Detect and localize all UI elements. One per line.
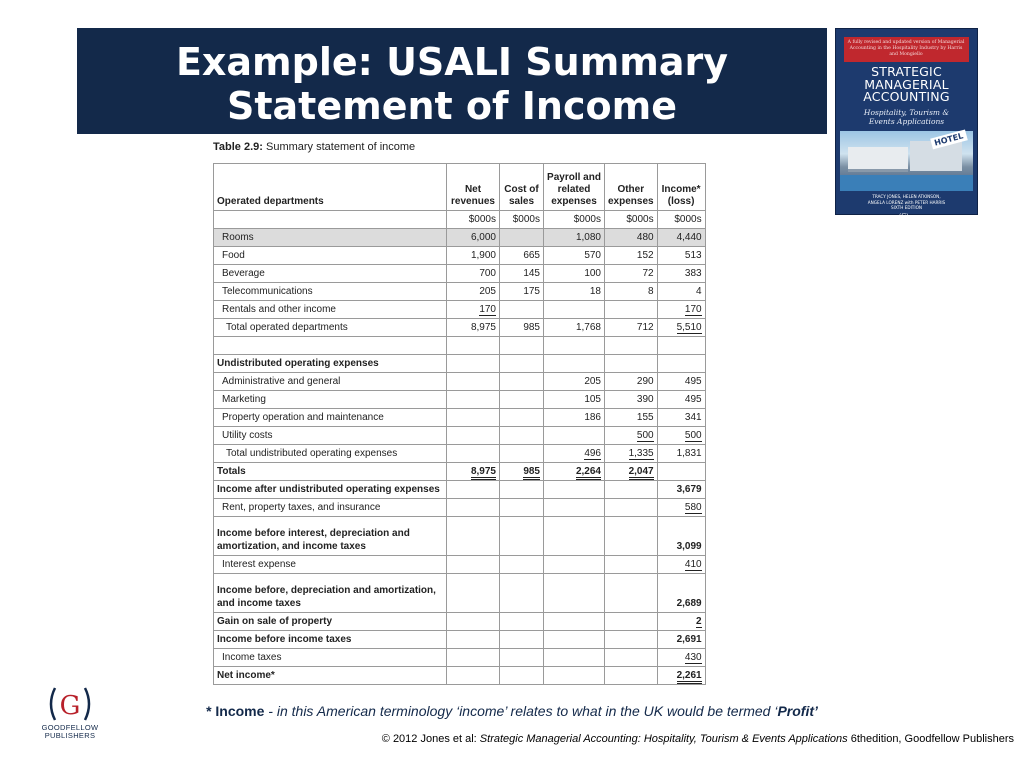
value-underlined: 5,510 <box>676 321 702 333</box>
value-underlined: 2 <box>696 615 702 627</box>
cell-net-revenues <box>447 445 500 463</box>
empty-cell <box>447 574 500 613</box>
empty-cell <box>605 355 658 373</box>
empty-cell <box>447 556 500 574</box>
cell-payroll: 205 <box>544 373 605 391</box>
row-label: Income after undistributed operating expenses <box>214 481 447 499</box>
spacer-cell <box>657 337 705 355</box>
header-income-loss <box>657 164 705 211</box>
row-label: Interest expense <box>214 556 447 574</box>
cell-cost-of-sales <box>500 427 544 445</box>
header-payroll-line2: related <box>557 184 591 195</box>
footnote <box>0 703 1024 719</box>
header-payroll-line3: expenses <box>551 196 597 207</box>
cell-cost-of-sales: 175 <box>500 283 544 301</box>
header-cost-of-sales <box>500 164 544 211</box>
cell-other-expenses: 155 <box>605 409 658 427</box>
empty-cell <box>605 556 658 574</box>
header-payroll <box>544 164 605 211</box>
cell-cost-of-sales <box>500 391 544 409</box>
copyright-suffix: 6thedition, Goodfellow Publishers <box>847 733 1014 745</box>
row-label-line1: Income before interest, depreciation and <box>217 528 410 539</box>
header-income-loss-line2: (loss) <box>667 196 695 207</box>
copyright-prefix: © 2012 Jones et al: <box>381 733 480 745</box>
publisher-name-line2: PUBLISHERS <box>44 731 96 740</box>
section-label: Undistributed operating expenses <box>214 355 447 373</box>
cell-income: 3,679 <box>657 481 705 499</box>
cell-income: 4 <box>657 283 705 301</box>
value-double-underlined: 2,261 <box>677 670 702 684</box>
row-label-line1: Income before, depreciation and amortization, <box>217 585 436 596</box>
cell-income <box>657 301 705 319</box>
cell-income <box>657 499 705 517</box>
cell-payroll <box>544 427 605 445</box>
row-label: Utility costs <box>214 427 447 445</box>
book-cover-photo-building <box>848 147 908 172</box>
row-label: Income taxes <box>214 649 447 667</box>
empty-cell <box>544 667 605 685</box>
cell-payroll: 570 <box>544 247 605 265</box>
row-label-line2: amortization, and income taxes <box>217 541 366 552</box>
book-cover-authors-line2: ANGELA LORENZ with PETER HARRIS <box>867 199 946 205</box>
value-double-underlined: 2,264 <box>576 466 601 480</box>
table-row <box>214 283 706 301</box>
book-cover-image <box>835 28 978 220</box>
cell-other-expenses: 712 <box>605 319 658 337</box>
cell-net-revenues: 700 <box>447 265 500 283</box>
cell-payroll: 186 <box>544 409 605 427</box>
empty-cell <box>605 649 658 667</box>
cell-cost-of-sales <box>500 373 544 391</box>
spacer-cell <box>214 337 447 355</box>
units-cell: $000s <box>544 211 605 229</box>
empty-cell <box>447 355 500 373</box>
cell-other-expenses: 152 <box>605 247 658 265</box>
empty-cell <box>500 631 544 649</box>
table-row <box>214 265 706 283</box>
cell-net-revenues <box>447 409 500 427</box>
empty-cell <box>544 556 605 574</box>
cell-payroll: 18 <box>544 283 605 301</box>
cell-other-expenses <box>605 445 658 463</box>
cell-income: 383 <box>657 265 705 283</box>
cell-cost-of-sales: 985 <box>500 319 544 337</box>
row-label: Rooms <box>214 229 447 247</box>
empty-cell <box>605 667 658 685</box>
cell-income: 3,099 <box>657 517 705 556</box>
cell-other-expenses: 390 <box>605 391 658 409</box>
header-net-revenues <box>447 164 500 211</box>
table-row <box>214 574 706 613</box>
spacer-cell <box>447 337 500 355</box>
cell-other-expenses <box>605 463 658 481</box>
cell-cost-of-sales: 665 <box>500 247 544 265</box>
cell-other-expenses <box>605 301 658 319</box>
cell-income <box>657 427 705 445</box>
cell-income: 513 <box>657 247 705 265</box>
empty-cell <box>500 613 544 631</box>
value-underlined: 170 <box>479 303 496 315</box>
table-row <box>214 481 706 499</box>
value-underlined: 500 <box>636 429 654 441</box>
table-row <box>214 409 706 427</box>
row-label: Total undistributed operating expenses <box>214 445 447 463</box>
publisher-name <box>36 724 104 740</box>
cell-cost-of-sales <box>500 409 544 427</box>
slide-title <box>77 40 827 128</box>
book-cover-title <box>836 66 977 104</box>
slide-title-line2: Statement of Income <box>227 84 677 128</box>
book-cover-subtitle-line2: Events Applications <box>868 117 945 126</box>
row-label: Net income* <box>214 667 447 685</box>
header-income-loss-line1: Income* <box>661 184 701 195</box>
book-cover-publisher-logo: (G) <box>899 213 909 220</box>
empty-cell <box>500 667 544 685</box>
table-row <box>214 427 706 445</box>
empty-cell <box>500 649 544 667</box>
cell-other-expenses: 480 <box>605 229 658 247</box>
cell-other-expenses: 8 <box>605 283 658 301</box>
value-underlined: 170 <box>684 303 702 315</box>
row-label: Gain on sale of property <box>214 613 447 631</box>
empty-cell <box>500 499 544 517</box>
table-caption-label: Table 2.9: <box>213 141 263 153</box>
table-row <box>214 301 706 319</box>
empty-cell <box>447 649 500 667</box>
book-cover-title-line3: ACCOUNTING <box>863 89 950 104</box>
empty-cell <box>544 499 605 517</box>
book-cover-title-line2: MANAGERIAL <box>864 76 949 92</box>
empty-cell <box>447 613 500 631</box>
table-section-heading <box>214 355 706 373</box>
empty-cell <box>544 574 605 613</box>
cell-net-revenues <box>447 463 500 481</box>
cell-payroll <box>544 301 605 319</box>
cell-income <box>657 319 705 337</box>
cell-other-expenses: 72 <box>605 265 658 283</box>
table-row <box>214 613 706 631</box>
cell-income <box>657 556 705 574</box>
units-cell: $000s <box>500 211 544 229</box>
value-underlined: 1,335 <box>628 447 654 459</box>
header-cost-of-sales-line2: sales <box>508 196 535 207</box>
table-row <box>214 391 706 409</box>
units-cell: $000s <box>447 211 500 229</box>
table-row <box>214 631 706 649</box>
table-row <box>214 499 706 517</box>
table-row-net-income <box>214 667 706 685</box>
table-caption <box>213 141 415 153</box>
empty-cell <box>544 517 605 556</box>
book-cover-hotel-sign: HOTEL <box>930 130 967 150</box>
spacer-cell <box>605 337 658 355</box>
cell-cost-of-sales <box>500 445 544 463</box>
header-other-expenses-line2: expenses <box>608 196 654 207</box>
book-cover-authors-line1: TRACY JONES, HELEN ATKINSON, <box>872 194 941 199</box>
header-payroll-line1: Payroll and <box>547 172 601 183</box>
footnote-term: Profit’ <box>777 703 818 719</box>
book-cover-edition: SIXTH EDITION <box>890 205 923 210</box>
empty-cell <box>544 355 605 373</box>
table-row <box>214 556 706 574</box>
table-row <box>214 229 706 247</box>
units-cell: $000s <box>657 211 705 229</box>
empty-cell <box>447 499 500 517</box>
copyright-notice <box>382 733 1014 745</box>
empty-cell <box>605 631 658 649</box>
row-label: Beverage <box>214 265 447 283</box>
empty-cell <box>447 667 500 685</box>
table-caption-text: Summary statement of income <box>266 141 416 153</box>
table-row <box>214 649 706 667</box>
publisher-name-line1: GOODFELLOW <box>41 723 99 732</box>
cell-net-revenues <box>447 427 500 445</box>
table-row-totals <box>214 463 706 481</box>
row-label-line2: and income taxes <box>217 598 301 609</box>
cell-income <box>657 463 705 481</box>
empty-cell <box>500 355 544 373</box>
empty-cell <box>447 631 500 649</box>
empty-cell <box>447 481 500 499</box>
book-cover-blurb: A fully revised and updated version of Managerial Accounting in the Hospitality Industry by Harris and Mongiello <box>847 40 965 57</box>
empty-cell <box>605 499 658 517</box>
cell-payroll: 1,080 <box>544 229 605 247</box>
empty-cell <box>500 574 544 613</box>
spacer-cell <box>500 337 544 355</box>
cell-income: 341 <box>657 409 705 427</box>
cell-income <box>657 667 705 685</box>
row-label: Rentals and other income <box>214 301 447 319</box>
header-net-revenues-line1: Net <box>464 184 482 195</box>
cell-cost-of-sales <box>500 301 544 319</box>
value-double-underlined: 8,975 <box>471 466 496 480</box>
value-underlined: 580 <box>684 501 702 513</box>
cell-payroll: 100 <box>544 265 605 283</box>
table-row <box>214 517 706 556</box>
cell-other-expenses: 290 <box>605 373 658 391</box>
cell-net-revenues: 6,000 <box>447 229 500 247</box>
cell-payroll <box>544 463 605 481</box>
row-label: Telecommunications <box>214 283 447 301</box>
header-cost-of-sales-line1: Cost of <box>504 184 539 195</box>
book-cover-authors <box>836 194 977 211</box>
table-row-total <box>214 445 706 463</box>
title-banner <box>77 28 827 134</box>
empty-cell <box>544 481 605 499</box>
empty-cell <box>544 649 605 667</box>
cell-payroll: 105 <box>544 391 605 409</box>
empty-cell <box>605 481 658 499</box>
cell-other-expenses <box>605 427 658 445</box>
header-operated-departments: Operated departments <box>214 164 447 211</box>
empty-cell <box>500 481 544 499</box>
cell-income: 2,689 <box>657 574 705 613</box>
cell-net-revenues <box>447 301 500 319</box>
cell-cost-of-sales: 145 <box>500 265 544 283</box>
table-row <box>214 247 706 265</box>
row-label <box>214 517 447 556</box>
cell-income <box>657 649 705 667</box>
table-row <box>214 373 706 391</box>
header-other-expenses <box>605 164 658 211</box>
empty-cell <box>605 613 658 631</box>
empty-cell <box>447 517 500 556</box>
row-label: Marketing <box>214 391 447 409</box>
empty-cell <box>544 613 605 631</box>
book-cover-title-line1: STRATEGIC <box>871 64 942 79</box>
cell-cost-of-sales <box>500 229 544 247</box>
cell-income: 1,831 <box>657 445 705 463</box>
header-net-revenues-line2: revenues <box>451 196 495 207</box>
empty-cell <box>605 517 658 556</box>
table-row-total <box>214 319 706 337</box>
cell-income: 4,440 <box>657 229 705 247</box>
cell-net-revenues <box>447 373 500 391</box>
row-label: Rent, property taxes, and insurance <box>214 499 447 517</box>
cell-income: 495 <box>657 373 705 391</box>
publisher-logo-letter: G <box>59 691 81 721</box>
value-double-underlined: 985 <box>523 466 540 480</box>
copyright-book-title: Strategic Managerial Accounting: Hospitality, Tourism & Events Applications <box>479 733 848 745</box>
value-underlined: 496 <box>584 447 601 459</box>
book-cover-photo-pool <box>840 175 973 191</box>
empty-cell <box>544 631 605 649</box>
value-underlined: 410 <box>684 558 702 570</box>
empty-cell <box>657 355 705 373</box>
footnote-body: - in this American terminology ‘income’ relates to what in the UK would be termed ‘ <box>264 703 778 719</box>
header-other-expenses-line1: Other <box>617 184 645 195</box>
cell-net-revenues <box>447 391 500 409</box>
book-cover-subtitle <box>836 108 977 126</box>
table-units-row <box>214 211 706 229</box>
cell-payroll <box>544 445 605 463</box>
footnote-key: * Income <box>206 703 265 719</box>
cell-net-revenues: 1,900 <box>447 247 500 265</box>
row-label: Administrative and general <box>214 373 447 391</box>
value-underlined: 430 <box>684 651 702 663</box>
cell-income <box>657 613 705 631</box>
book-cover-subtitle-line1: Hospitality, Tourism & <box>863 108 950 117</box>
row-label: Property operation and maintenance <box>214 409 447 427</box>
table-row-spacer <box>214 337 706 355</box>
cell-net-revenues: 205 <box>447 283 500 301</box>
empty-cell <box>500 556 544 574</box>
cell-cost-of-sales <box>500 463 544 481</box>
slide-title-line1: Example: USALI Summary <box>175 40 729 84</box>
value-double-underlined: 2,047 <box>629 466 654 480</box>
empty-cell <box>500 517 544 556</box>
cell-income: 2,691 <box>657 631 705 649</box>
row-label: Totals <box>214 463 447 481</box>
cell-net-revenues: 8,975 <box>447 319 500 337</box>
row-label <box>214 574 447 613</box>
row-label: Total operated departments <box>214 319 447 337</box>
cell-payroll: 1,768 <box>544 319 605 337</box>
units-cell: $000s <box>605 211 658 229</box>
table-header-row <box>214 164 706 211</box>
row-label: Income before income taxes <box>214 631 447 649</box>
value-underlined: 500 <box>684 429 702 441</box>
row-label: Food <box>214 247 447 265</box>
cell-income: 495 <box>657 391 705 409</box>
income-statement-table <box>213 163 706 685</box>
spacer-cell <box>544 337 605 355</box>
units-label-cell <box>214 211 447 229</box>
empty-cell <box>605 574 658 613</box>
